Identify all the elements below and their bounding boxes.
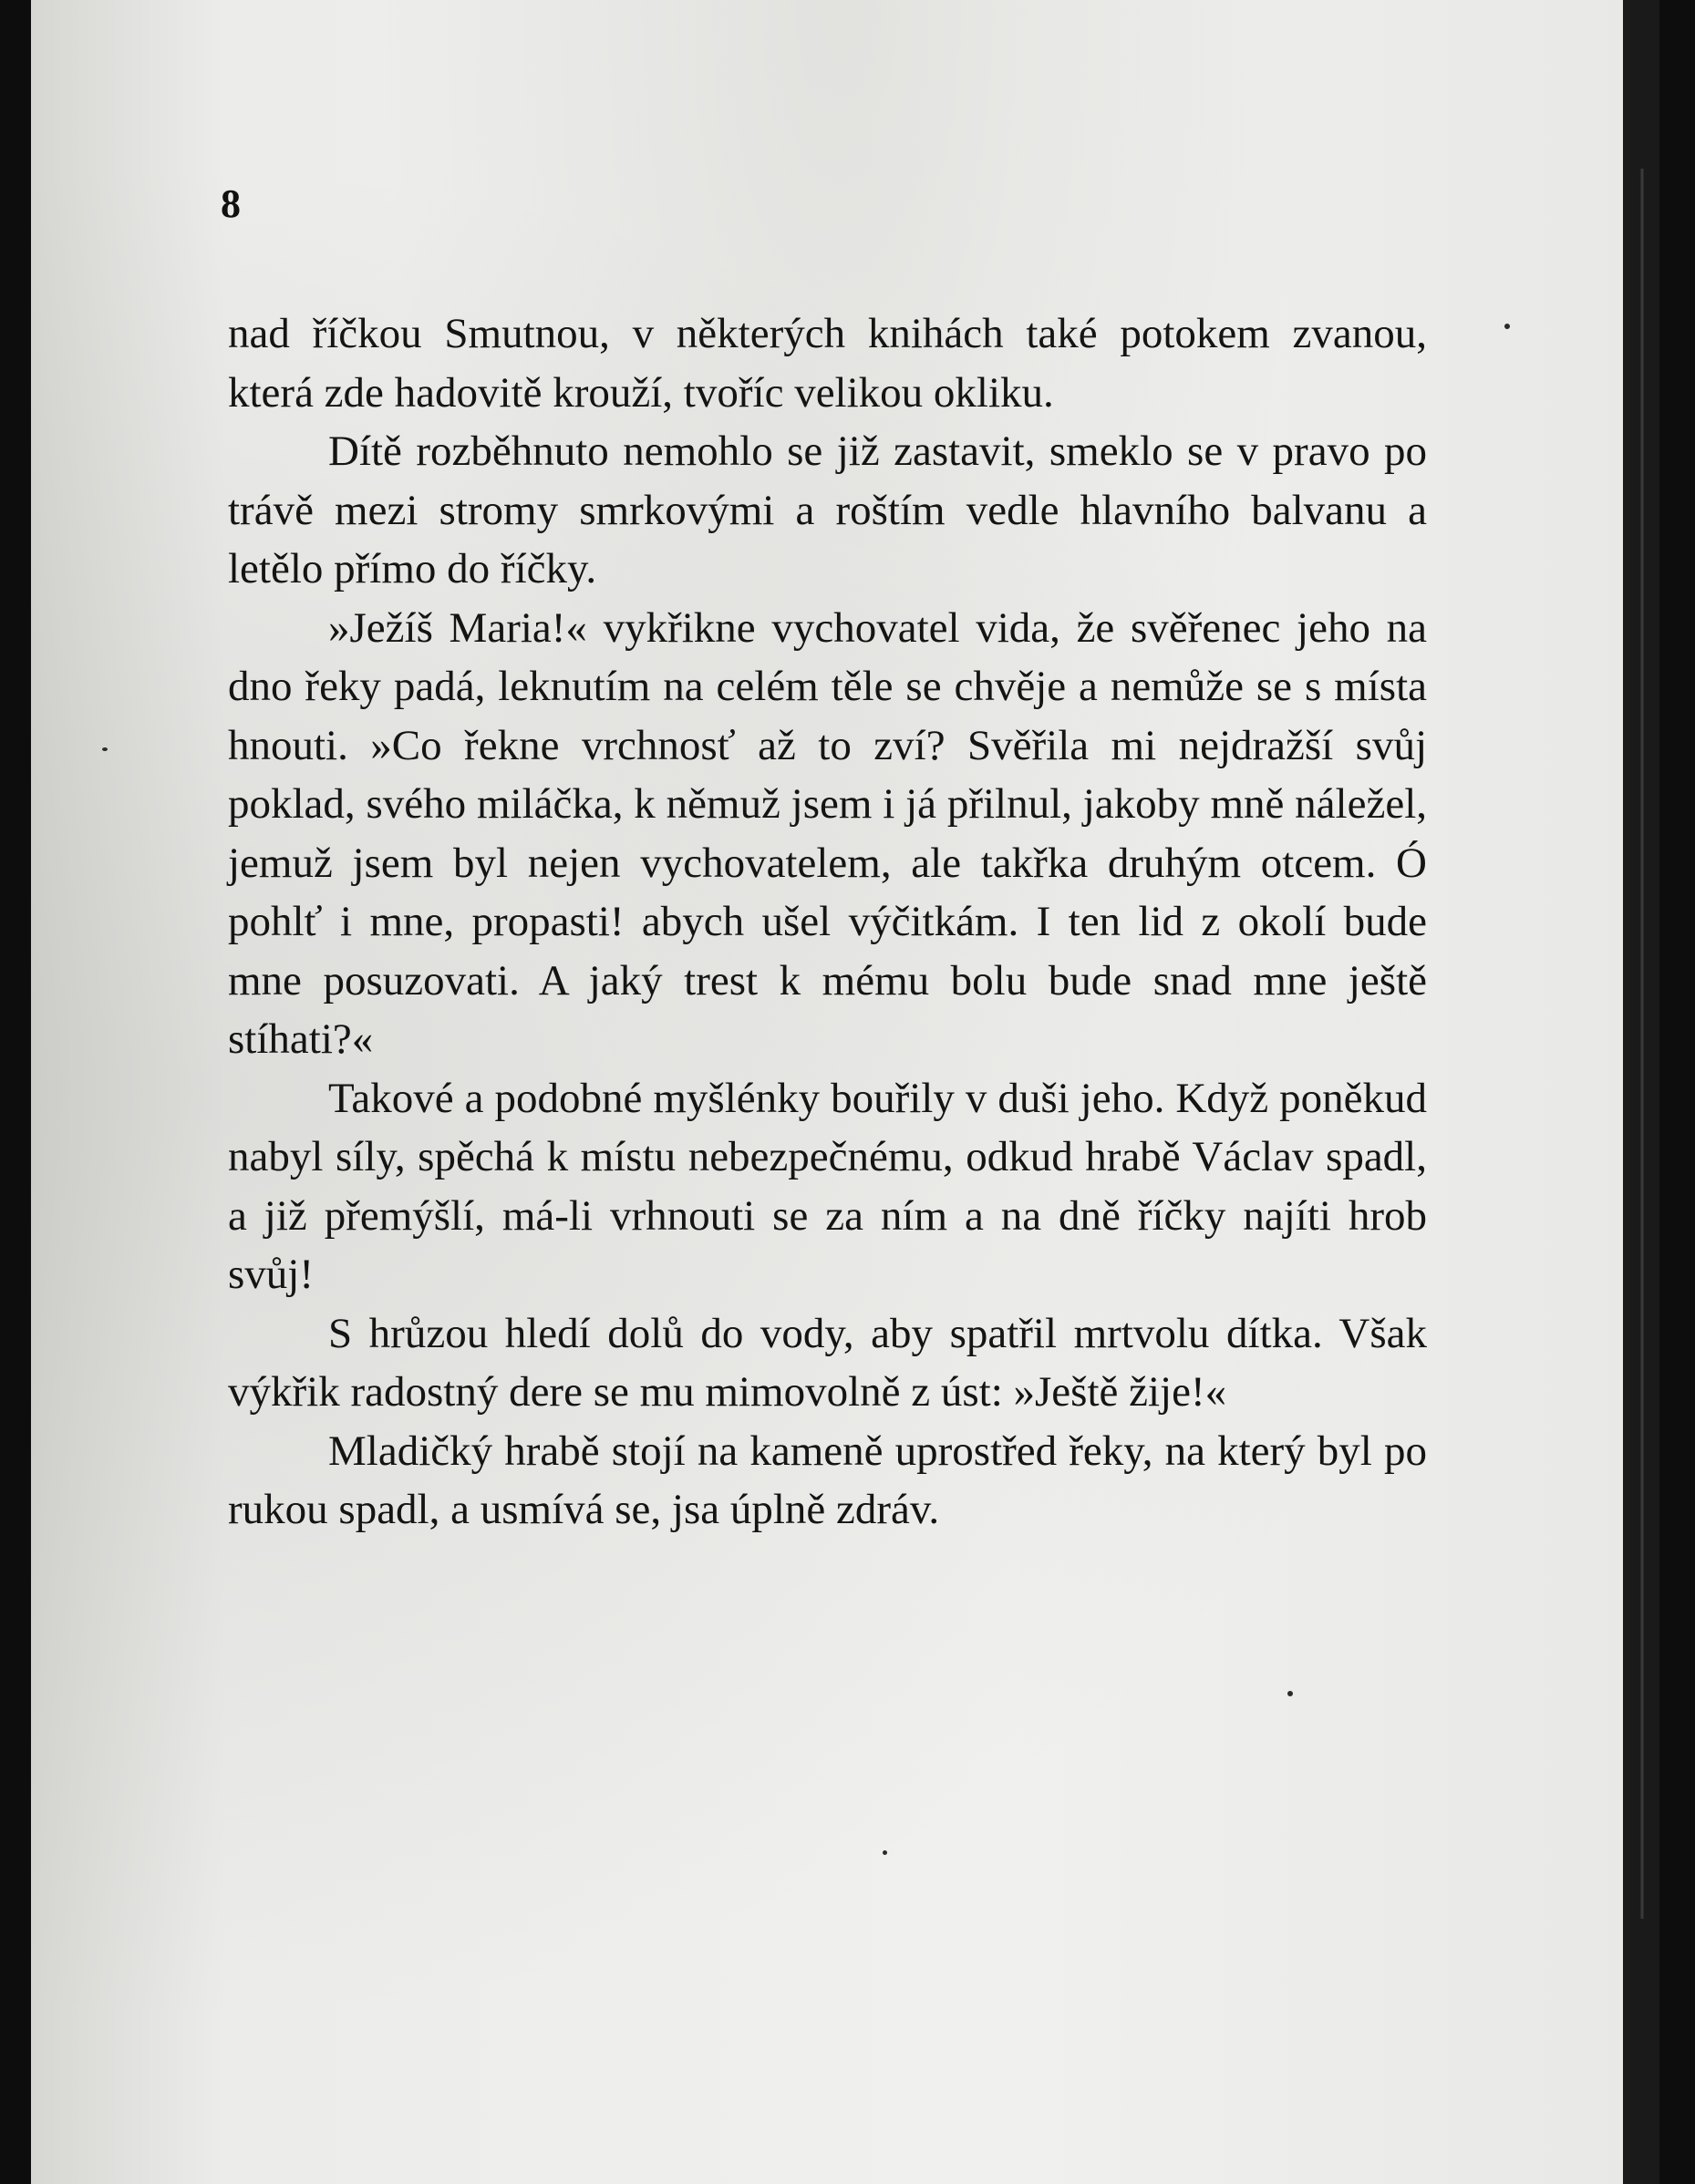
paragraph: »Ježíš Maria!« vykřikne vychovatel vida, že svěřenec jeho na dno řeky padá, leknutím na celém těle se chvěje a nemůže se s místa hnouti. »Co řekne vrchnosť až to zví? Svěřila mi nejdražší svůj poklad, svého miláčka, k němuž jsem i já přilnul, jakoby mně náležel, jemuž jsem byl nejen vychovatelem, ale takřka druhým otcem. Ó pohlť i mne, propasti! abych ušel výčitkám. I ten lid z okolí bude mne posuzovati. A jaký trest k mému bolu bude snad mne ještě stíhati?« [228,603,1427,1063]
paper-speck [102,747,108,751]
paragraph: nad říčkou Smutnou, v některých knihách také potokem zvanou, která zde hadovitě krouží, tvoříc velikou okliku. [228,310,1427,417]
paper-speck [1287,1691,1293,1696]
paragraph: S hrůzou hledí dolů do vody, aby spatřil mrtvolu dítka. Však výkřik radostný dere se mu mimovolně z úst: »Ještě žije!« [228,1309,1427,1416]
paragraph: Mladičký hrabě stojí na kameně uprostřed řeky, na který byl po rukou spadl, a usmívá se, jsa úplně zdráv. [228,1427,1427,1533]
paper-speck [1504,324,1510,329]
binding-thread [1639,169,1645,1919]
page-number: 8 [221,181,241,226]
paper-speck [883,1850,887,1855]
body-text [228,304,1427,1540]
paragraph: Takové a podobné myšlénky bouřily v duši jeho. Když poněkud nabyl síly, spěchá k místu nebezpečnému, odkud hrabě Václav spadl, a již přemýšlí, má-li vrhnouti se za ním a na dně říčky najíti hrob svůj! [228,1074,1427,1298]
paragraph: Dítě rozběhnuto nemohlo se již zastavit, smeklo se v pravo po trávě mezi stromy smrkovými a roštím vedle hlavního balvanu a letělo přímo do říčky. [228,428,1427,592]
